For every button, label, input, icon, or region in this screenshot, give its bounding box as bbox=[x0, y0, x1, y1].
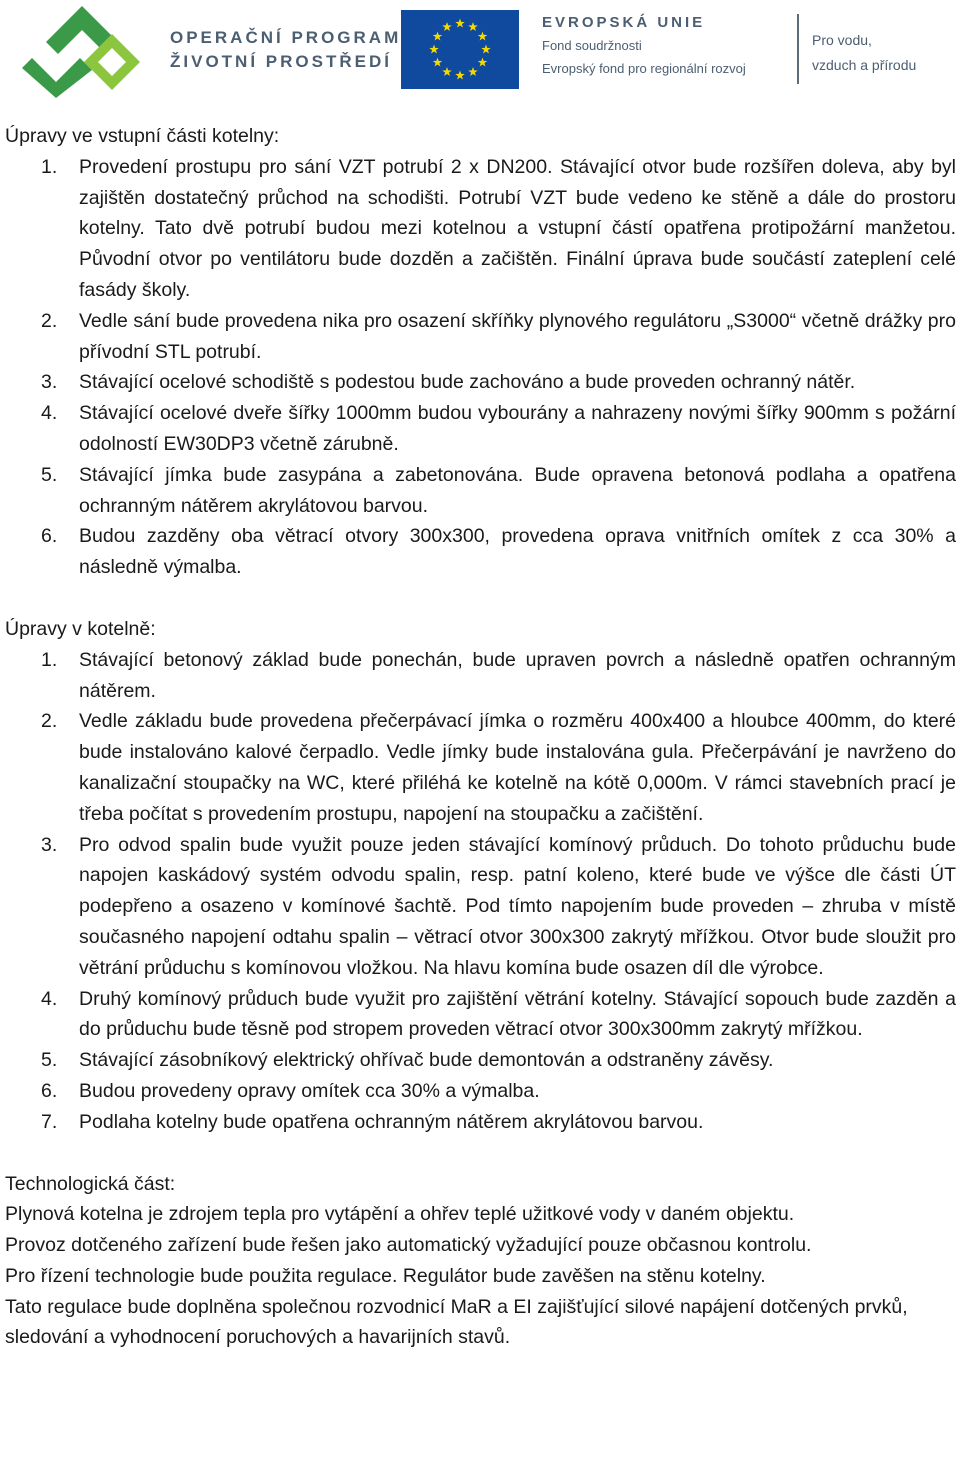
opzp-line-1: OPERAČNÍ PROGRAM bbox=[170, 28, 402, 47]
list-item bbox=[0, 306, 960, 368]
opzp-logo-text bbox=[170, 26, 401, 74]
item-text: Stávající zásobníkový elektrický ohřívač bude demontován a odstraněny závěsy. bbox=[79, 1049, 774, 1072]
item-number: 1. bbox=[41, 648, 58, 671]
list-item bbox=[0, 152, 960, 306]
list-item bbox=[0, 1076, 960, 1107]
item-number: 5. bbox=[41, 1049, 58, 1072]
list-item bbox=[0, 1045, 960, 1076]
item-text: Stávající betonový základ bude ponechán, bude upraven povrch a následně opatřen ochranným nátěrem. bbox=[79, 648, 956, 702]
item-number: 4. bbox=[41, 987, 58, 1010]
list-item bbox=[0, 1107, 960, 1138]
slogan-line-1: Pro vodu, bbox=[812, 32, 872, 48]
item-number: 6. bbox=[41, 525, 58, 548]
header-logos bbox=[0, 0, 960, 100]
slogan bbox=[812, 28, 916, 78]
spacer bbox=[0, 583, 960, 614]
item-text: Podlaha kotelny bude opatřena ochranným nátěrem akrylátovou barvou. bbox=[79, 1110, 704, 1133]
paragraph-line: Pro řízení technologie bude použita regulace. Regulátor bude zavěšen na stěnu kotelny. bbox=[5, 1264, 766, 1287]
list-item bbox=[0, 460, 960, 522]
list-item bbox=[0, 521, 960, 583]
item-number: 3. bbox=[41, 833, 58, 856]
item-text: Druhý komínový průduch bude využit pro zajištění větrání kotelny. Stávající sopouch bude zazděn a do průduchu bude těsně pod stropem proveden větrací otvor 300x300mm zakrytý mřížkou. bbox=[79, 987, 956, 1041]
paragraph-line: Provoz dotčeného zařízení bude řešen jako automatický vyžadující pouze občasnou kontrolu. bbox=[5, 1234, 812, 1257]
eu-flag-icon bbox=[401, 10, 519, 89]
item-number: 2. bbox=[41, 309, 58, 332]
opzp-line-2: ŽIVOTNÍ PROSTŘEDÍ bbox=[170, 52, 392, 71]
list-item bbox=[0, 367, 960, 398]
list-item bbox=[0, 398, 960, 460]
list-item bbox=[0, 984, 960, 1046]
item-number: 3. bbox=[41, 371, 58, 394]
item-number: 4. bbox=[41, 402, 58, 425]
slogan-line-2: vzduch a přírodu bbox=[812, 57, 917, 73]
section-title-entrance: Úpravy ve vstupní části kotelny: bbox=[5, 125, 280, 147]
eu-fund-cohesion: Fond soudržnosti bbox=[542, 38, 642, 53]
item-number: 2. bbox=[41, 710, 58, 733]
item-text: Provedení prostupu pro sání VZT potrubí 2 x DN200. Stávající otvor bude rozšířen doleva, aby byl zajištěn dostatečný průchod na schodišti. Potrubí VZT bude vedeno ke stěně a dále do prostoru kotelny. Tato dvě potrubí budou mezi kotelnou a vstupní částí opatřena protipožární manžetou. Původní otvor po ventilátoru bude dozděn a začištěn. Finální úprava bude součástí zateplení celé fasády školy. bbox=[79, 155, 956, 301]
item-number: 6. bbox=[41, 1079, 58, 1102]
eu-fund-regional: Evropský fond pro regionální rozvoj bbox=[542, 61, 746, 76]
item-text: Budou provedeny opravy omítek cca 30% a výmalba. bbox=[79, 1079, 540, 1102]
item-number: 5. bbox=[41, 463, 58, 486]
item-text: Pro odvod spalin bude využit pouze jeden stávající komínový průduch. Do tohoto průduchu bude napojen kaskádový systém odvodu spalin, resp. patní koleno, které bude ve výšce dle části ÚT podepřeno a osazeno v komínové šachtě. Pod tímto napojením bude proveden – zhruba v místě současného napojení odtahu spalin – větrací otvor 300x300 zakrytý mřížkou. Otvor bude sloužit pro větrání průduchu s komínovou vložkou. Na hlavu komína bude osazen díl dle výrobce. bbox=[79, 833, 956, 979]
list-item bbox=[0, 706, 960, 829]
item-number: 1. bbox=[41, 155, 58, 178]
header-divider bbox=[797, 14, 799, 84]
document-body bbox=[0, 121, 960, 1353]
paragraph-line: Plynová kotelna je zdrojem tepla pro vytápění a ohřev teplé užitkové vody v daném objektu. bbox=[5, 1203, 795, 1226]
item-text: Stávající jímka bude zasypána a zabetonována. Bude opravena betonová podlaha a opatřena ochranným nátěrem akrylátovou barvou. bbox=[79, 463, 956, 517]
paragraph-line: Tato regulace bude doplněna společnou rozvodnicí MaR a EI zajišťující silové napájení dotčených prvků, sledování a vyhodnocení poruchových a havarijních stavů. bbox=[5, 1295, 908, 1349]
item-text: Stávající ocelové schodiště s podestou bude zachováno a bude proveden ochranný nátěr. bbox=[79, 371, 856, 394]
list-item bbox=[0, 830, 960, 984]
item-text: Stávající ocelové dveře šířky 1000mm budou vybourány a nahrazeny novými šířky 900mm s požární odolností EW30DP3 včetně zárubně. bbox=[79, 402, 956, 455]
section-title-technology: Technologická část: bbox=[5, 1172, 176, 1195]
item-number: 7. bbox=[41, 1110, 58, 1133]
spacer bbox=[0, 1138, 960, 1169]
section-title-boiler-room: Úpravy v kotelně: bbox=[5, 617, 156, 640]
list-entrance bbox=[0, 152, 960, 583]
item-text: Vedle základu bude provedena přečerpávací jímka o rozměru 400x400 a hloubce 400mm, do které bude instalováno kalové čerpadlo. Vedle jímky bude instalována gula. Přečerpávání je navrženo do kanalizační stoupačky na WC, které přiléhá ke kotelně na kótě 0,000m. V rámci stavebních prací je třeba počítat s provedením prostupu, napojení na stoupačku a začištění. bbox=[79, 710, 956, 825]
list-item bbox=[0, 645, 960, 707]
item-text: Budou zazděny oba větrací otvory 300x300, provedena oprava vnitřních omítek z cca 30% a následně výmalba. bbox=[79, 525, 956, 579]
opzp-logo-icon bbox=[22, 2, 152, 98]
list-boiler-room bbox=[0, 645, 960, 1138]
item-text: Vedle sání bude provedena nika pro osazení skříňky plynového regulátoru „S3000“ včetně drážky pro přívodní STL potrubí. bbox=[79, 309, 956, 363]
eu-title: EVROPSKÁ UNIE bbox=[542, 14, 706, 31]
eu-logo-text bbox=[542, 12, 746, 80]
